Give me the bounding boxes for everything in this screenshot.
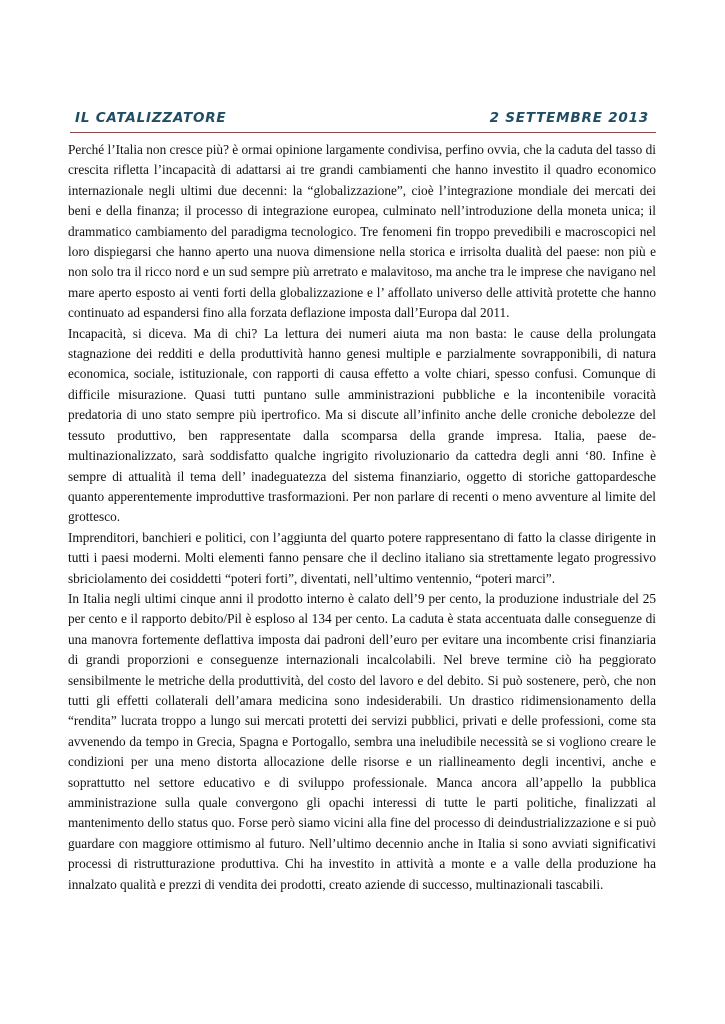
paragraph: Incapacità, si diceva. Ma di chi? La lettura dei numeri aiuta ma non basta: le cause della prolungata stagnazione dei redditi e della produttività hanno genesi multiple e parzialmente sovrapponibili, di natura economica, sociale, istituzionale, con rapporti di causa effetto a volte chiari, spesso confusi. Comunque di difficile misurazione. Quasi tutti puntano sulle amministrazioni pubbliche e la incontenibile voracità predatoria di uno stato sempre più ipertrofico. Ma si discute all’infinito anche delle croniche debolezze del tessuto produttivo, ben rappresentate dalla scomparsa della grande impresa. Italia, paese de-multinazionalizzato, sarà soddisfatto qualche ingrigito rivoluzionario da cattedra degli anni ‘80. Infine è sempre di attualità il tema dell’ inadeguatezza del sistema finanziario, oggetto di storiche gattopardesche quanto apperentemente improduttive trasformazioni. Per non parlare di recenti o meno avventure al limite del grottesco. [68, 325, 656, 525]
header-date: 2 SETTEMBRE 2013 [489, 110, 649, 126]
paragraph: In Italia negli ultimi cinque anni il prodotto interno è calato dell’9 per cento, la produzione industriale del 25 per cento e il rapporto debito/Pil è esploso al 134 per cento. La caduta è stata accentuata dalle conseguenze di una manovra fortemente deflattiva imposta dai padroni dell’euro per evitare una incombente crisi finanziaria di grandi proporzioni e conseguenze internazionali incalcolabili. Nel breve termine ciò ha peggiorato sensibilmente le metriche della produttività, del costo del lavoro e del debito. Si può sostenere, però, che non tutti gli effetti collaterali dell’amara medicina sono indesiderabili. Un drastico ridimensionamento della “rendita” lucrata troppo a lungo sui mercati protetti dei servizi pubblici, privati e delle professioni, come sta avvenendo da tempo in Grecia, Spagna e Portogallo, sembra una ineludibile necessità se si vogliono creare le condizioni per una meno distorta allocazione delle risorse e un riallineamento degli incentivi, anche e soprattutto nel settore educativo e di sviluppo professionale. Manca ancora all’appello la pubblica amministrazione sulla quale convergono gli opachi interessi di tutte le parti politiche, finalizzati al mantenimento dello status quo. Forse però siamo vicini alla fine del processo di deindustrializzazione e si può guardare con maggiore ottimismo al futuro. Nell’ultimo decennio anche in Italia si sono avviati significativi processi di ristrutturazione produttiva. Chi ha investito in attività a monte e a valle della produzione ha innalzato qualità e prezzi di vendita dei prodotti, creato aziende di successo, multinazionali tascabili. [68, 590, 656, 892]
page-header [70, 110, 656, 133]
paragraph: Perché l’Italia non cresce più? è ormai opinione largamente condivisa, perfino ovvia, che la caduta del tasso di crescita rifletta l’incapacità di adattarsi ai tre grandi cambiamenti che hanno investito il quadro economico internazionale negli ultimi due decenni: la “globalizzazione”, cioè l’integrazione mondiale dei mercati dei beni e della finanza; il processo di integrazione europea, culminato nell’introduzione della moneta unica; il drammatico cambiamento del paradigma tecnologico. Tre fenomeni fin troppo prevedibili e macroscopici nel loro dispiegarsi che hanno aperto una nuova dimensione nella storica e irrisolta dualità del paese: non più e non solo tra il ricco nord e un sud sempre più arretrato e malavitoso, ma anche tra le imprese che navigano nel mare aperto esposto ai venti forti della globalizzazione e l’ affollato universo delle attività protette che hanno continuato ad espandersi fino alla forzata deflazione imposta dall’Europa dal 2011. [68, 142, 656, 321]
article-body [68, 140, 656, 895]
header-title: IL CATALIZZATORE [75, 110, 227, 126]
paragraph: Imprenditori, banchieri e politici, con l’aggiunta del quarto potere rappresentano di fatto la classe dirigente in tutti i paesi moderni. Molti elementi fanno pensare che il declino italiano sia strettamente legato progressivo sbriciolamento dei cosiddetti “poteri forti”, diventati, nell’ultimo ventennio, “poteri marci”. [68, 529, 656, 586]
